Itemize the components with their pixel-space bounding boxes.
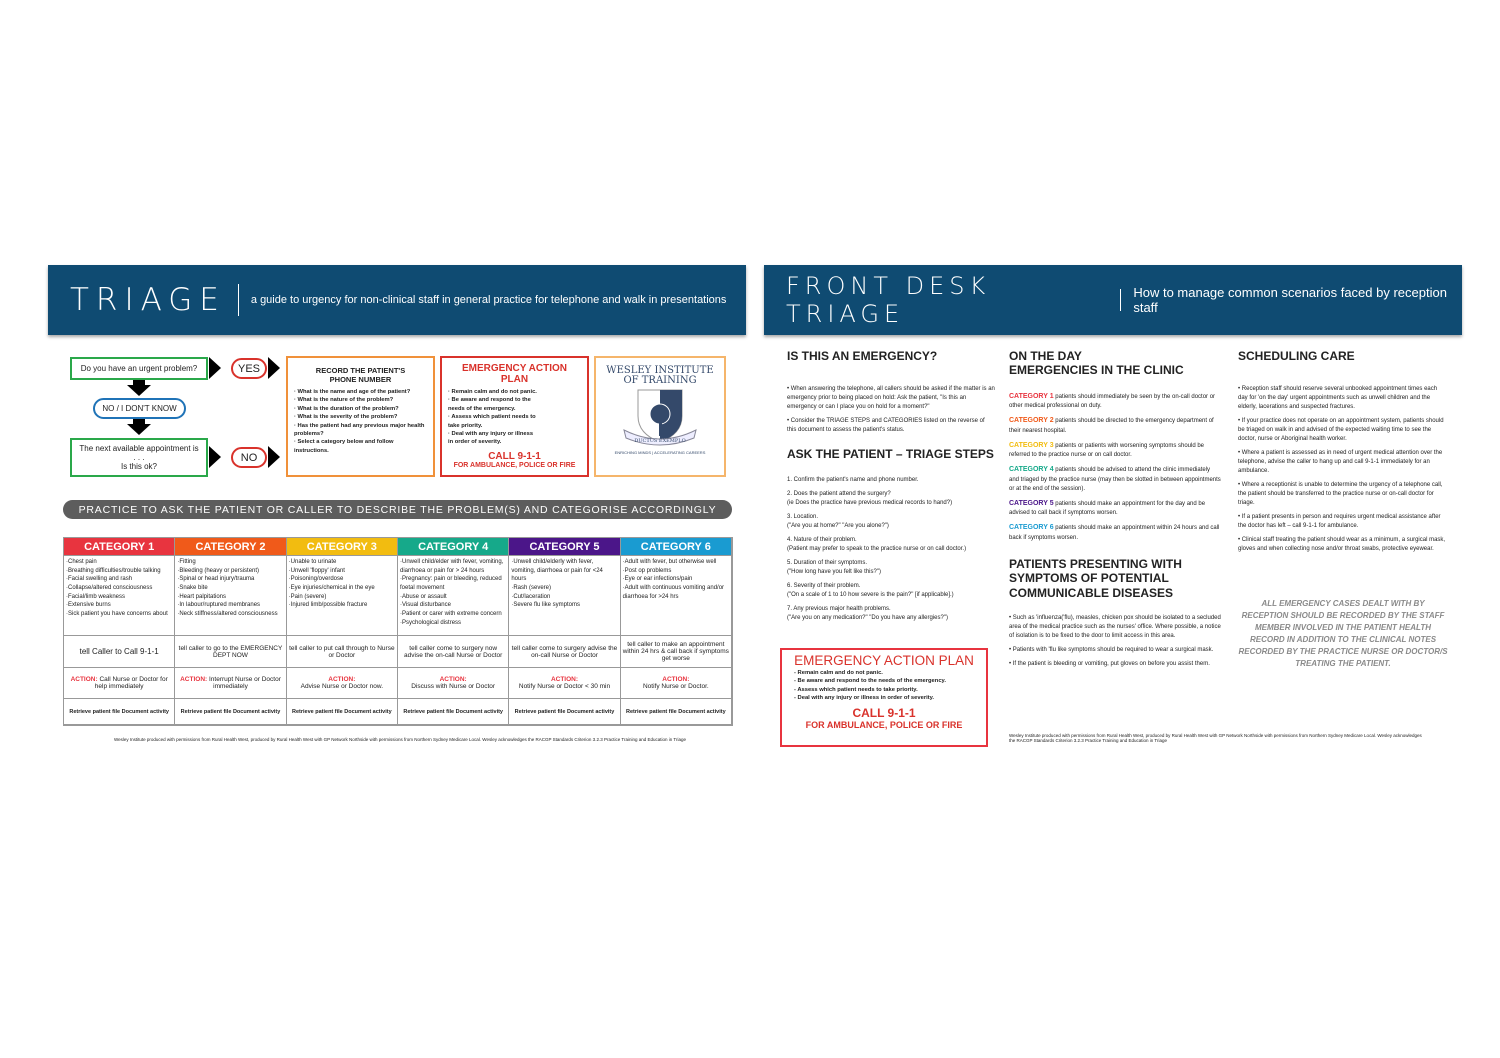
right-footer: Wesley Institute produced with permissions from Rural Health West, produced by Rural Health West with GP Network Northside with permissions from Northern Sydney Medicare Local. Wesley acknowledges the RACGP Standards Criterion 3.2.3 Practice Training and Education in Triage [1009, 733, 1422, 743]
triage-subtitle: a guide to urgency for non-clinical staff in general practice for telephone and walk in presentations [250, 294, 727, 306]
urgent-question-box [70, 357, 208, 380]
header-divider [238, 284, 239, 316]
scheduling-para: • Clinical staff treating the patient should wear as a minimum, a surgical mask, gloves and when collecting nose and/or throat swabs, protective eyewear. [1238, 537, 1446, 553]
record-item: What is the duration of the problem? [297, 405, 399, 412]
retrieve-file-instruction: Retrieve patient file Document activity [175, 699, 286, 725]
action-text: Discuss with Nurse or Doctor [411, 683, 496, 690]
no-dont-know-label: NO / I DON'T KNOW [102, 404, 177, 413]
retrieve-file-instruction: Retrieve patient file Document activity [287, 699, 398, 725]
eap-item: Remain calm and do not panic. [451, 389, 537, 395]
action-cell [621, 668, 732, 699]
symptom-item: ·In labour/ruptured membranes [177, 602, 261, 609]
record-phone-title: RECORD THE PATIENT'S PHONE NUMBER [315, 366, 406, 384]
eap-item: Deal with any injury or illness in order of severity. [797, 695, 935, 702]
triage-step: 1. Confirm the patient's name and phone number. [787, 476, 919, 483]
category-guidance [1009, 499, 1221, 519]
record-phone-box [286, 356, 435, 477]
symptom-text: Adult with fever, but otherwise well [624, 559, 717, 565]
triage-step: 7. Any previous major health problems. ("Are you on any medication?" "Do you have any allergies?") [787, 605, 948, 621]
eap-call: CALL 9-1-1 [852, 705, 916, 720]
record-item: What is the severity of the problem? [297, 414, 398, 421]
category-header: CATEGORY 3 [287, 538, 398, 556]
triage-title: TRIAGE [70, 282, 226, 318]
no-pill [231, 447, 267, 468]
scheduling-para: • If a patient presents in person and requires urgent medical assistance after the doctor has left – call 9-1-1 for ambulance. [1238, 514, 1441, 530]
symptom-item: ·Abuse or assault [400, 593, 447, 600]
eap-item: Assess which patient needs to take priority. [448, 414, 536, 429]
symptom-text: Bleeding (heavy or persistent) [179, 567, 260, 574]
tell-caller-instruction: tell caller to make an appointment within 24 hrs & call back if symptoms get worse [621, 636, 732, 668]
emergency-para: • Consider the TRIAGE STEPS and CATEGORIES listed on the reverse of this document to assess the patient's status. [787, 418, 985, 434]
eap-call: CALL 9-1-1 [488, 450, 541, 462]
symptom-text: Neck stiffness/altered consciousness [179, 611, 278, 618]
symptom-item: ·Extensive burns [66, 602, 111, 609]
symptom-item: ·Collapse/altered consciousness [66, 585, 153, 592]
emergencies-clinic-heading: EMERGENCIES IN THE CLINIC [1009, 363, 1184, 378]
scheduling-para: • Reception staff should reserve several unbooked appointment times each day for 'on the day' urgent appointments such as unwell children and the elderly, lacerations and suspected fractures. [1238, 386, 1438, 411]
scheduling-para: • If your practice does not operate on an appointment system, patients should be triaged on walk in and advised of the expected waiting time to see the doctor, nurse or Aboriginal health worker. [1238, 418, 1444, 443]
action-text: Interrupt Nurse or Doctor immediately [209, 676, 281, 690]
category-symptoms [64, 556, 175, 636]
communicable-para: • Such as 'influenza('flu), measles, chicken pox should be isolated to a secluded area of the medical practice such as the nurses' office. Where possible, a notice of isolation is to be fixed to the door to limit access in this area. [1009, 614, 1221, 639]
action-text: Advise Nurse or Doctor now. [300, 683, 384, 690]
on-the-day-heading: ON THE DAY [1009, 349, 1082, 363]
symptom-item: ·Eye or ear infections/pain [622, 576, 693, 583]
action-text: Notify Nurse or Doctor < 30 min [518, 683, 611, 690]
record-item: What is the nature of the problem? [297, 397, 394, 404]
action-label: ACTION: [328, 676, 356, 683]
category-guidance-text: patients should be directed to the emergency department of their nearest hospital. [1009, 418, 1214, 434]
symptom-text: Unable to urinate [290, 559, 337, 565]
triage-steps-list [787, 476, 995, 623]
next-appointment-box [70, 438, 208, 477]
symptom-text: Snake bite [179, 585, 208, 592]
symptom-item: ·Bleeding (heavy or persistent) [177, 567, 260, 574]
tell-caller-instruction: tell Caller to Call 9-1-1 [64, 636, 175, 668]
symptom-text: Pregnancy: pain or bleeding, reduced foetal movement [400, 576, 502, 592]
category-symptoms [398, 556, 509, 636]
communicable-para: • If the patient is bleeding or vomiting, put gloves on before you assist them. [1009, 660, 1210, 667]
symptom-item: ·Patient or carer with extreme concern [400, 611, 502, 618]
category-guidance [1009, 523, 1221, 543]
symptom-text: Abuse or assault [402, 593, 447, 600]
triage-step: 6. Severity of their problem. ("On a scale of 1 to 10 how severe is the pain?" [if applicable].) [787, 582, 954, 598]
header-divider [1120, 289, 1121, 311]
symptom-text: Sick patient you have concerns about [68, 611, 168, 618]
symptom-item: ·Neck stiffness/altered consciousness [177, 611, 278, 618]
symptom-item: ·Heart palpitations [177, 593, 227, 600]
symptom-item: ·Facial swelling and rash [66, 576, 133, 583]
category-guidance-text: patients should immediately be seen by the on-call doctor or other medical professional on duty. [1009, 393, 1216, 410]
triage-step: 3. Location. ("Are you at home?" "Are you alone?") [787, 513, 889, 529]
is-emergency-heading: IS THIS AN EMERGENCY? [787, 349, 938, 363]
symptom-item: ·Spinal or head injury/trauma [177, 576, 255, 583]
triage-steps-heading: ASK THE PATIENT – TRIAGE STEPS [787, 447, 994, 462]
symptom-text: In labour/ruptured membranes [179, 602, 261, 609]
action-label: ACTION: [180, 676, 208, 683]
no-dont-know-pill [93, 398, 186, 419]
tell-caller-instruction: tell caller to put call through to Nurse or Doctor [287, 636, 398, 668]
symptom-text: Cut/laceration [513, 593, 551, 600]
arrow-right-icon [209, 357, 221, 379]
symptom-text: Facial swelling and rash [68, 576, 133, 583]
symptom-item: ·Eye injuries/chemical in the eye [288, 585, 375, 592]
symptom-text: Fitting [179, 559, 196, 565]
record-item: Select a category below and follow instructions. [294, 439, 394, 454]
arrow-right-icon [268, 357, 280, 379]
scheduling-heading: SCHEDULING CARE [1238, 349, 1355, 363]
emergency-action-plan-box [440, 356, 589, 477]
category-label: CATEGORY 6 [1009, 524, 1054, 532]
wesley-logo [594, 356, 726, 477]
category-guidance [1009, 416, 1221, 436]
scheduling-para: • Where a patient is assessed as in need of urgent medical attention over the telephone, advise the caller to hang up and call 9-1-1 immediately for an ambulance. [1238, 450, 1443, 475]
symptom-text: Rash (severe) [513, 585, 552, 592]
triage-step: 4. Nature of their problem. (Patient may prefer to speak to the practice nurse or on call doctor.) [787, 536, 967, 552]
category-guidance [1009, 441, 1221, 461]
triage-step: 2. Does the patient attend the surgery? (ie Does the practice have previous medical records to hand?) [787, 490, 953, 506]
category-symptoms [175, 556, 286, 636]
symptom-text: Adult with continuous vomiting and/or diarrhoea for >24 hrs [622, 585, 725, 600]
symptom-text: Facial/limb weakness [68, 593, 126, 600]
category-header: CATEGORY 4 [398, 538, 509, 556]
eap-title: EMERGENCY ACTION PLAN [461, 363, 567, 385]
action-cell [287, 668, 398, 699]
action-label: ACTION: [662, 676, 690, 683]
symptom-text: Unwell 'floppy' infant [290, 567, 345, 574]
category-header: CATEGORY 6 [621, 538, 732, 556]
eap-item: Be aware and respond to the needs of the emergency. [797, 678, 946, 685]
action-cell [509, 668, 620, 699]
category-label: CATEGORY 3 [1009, 441, 1054, 449]
front-desk-header [764, 265, 1462, 335]
communicable-para: • Patients with 'flu like symptoms should be required to wear a surgical mask. [1009, 646, 1214, 653]
symptom-list [511, 558, 617, 610]
symptom-text: Severe flu like symptoms [513, 602, 581, 609]
category-header: CATEGORY 1 [64, 538, 175, 556]
symptom-item: ·Snake bite [177, 585, 208, 592]
action-label: ACTION: [439, 676, 467, 683]
symptom-text: Pain (severe) [290, 593, 327, 600]
symptom-item: ·Visual disturbance [400, 602, 451, 609]
symptom-list [623, 558, 729, 601]
on-the-day-column [1009, 349, 1221, 674]
triage-header [48, 265, 746, 335]
arrow-down-icon [127, 424, 151, 435]
symptom-list [177, 558, 277, 619]
symptom-text: Patient or carer with extreme concern [402, 611, 502, 618]
category-label: CATEGORY 5 [1009, 499, 1054, 507]
triage-step: 5. Duration of their symptoms. ("How long have you felt like this?") [787, 559, 881, 575]
retrieve-file-instruction: Retrieve patient file Document activity [621, 699, 732, 725]
eap-item: Remain calm and do not panic. [797, 670, 883, 676]
symptom-item: ·Severe flu like symptoms [511, 602, 581, 609]
category-guidance-text: patients should make an appointment within 24 hours and call back if symptoms worsen. [1009, 525, 1220, 541]
logo-tagline: ENRICHING MINDS | ACCELERATING CAREERS [614, 450, 706, 455]
category-label: CATEGORY 1 [1009, 392, 1054, 400]
category-label: CATEGORY 4 [1009, 466, 1054, 474]
action-cell [398, 668, 509, 699]
tell-caller-instruction: tell caller come to surgery now advise the on-call Nurse or Doctor [398, 636, 509, 668]
next-appointment-ellipsis: . . . [133, 453, 145, 462]
category-guidance-text: patients should be advised to attend the clinic immediately and triaged by the practice nurse (may then be slotted in between appointments or at the end of the session). [1009, 467, 1221, 492]
category-guidance [1009, 465, 1221, 494]
symptom-item: ·Sick patient you have concerns about [66, 611, 168, 618]
eap-item: Be aware and respond to the needs of the emergency. [448, 397, 531, 412]
urgent-question: Do you have an urgent problem? [80, 364, 198, 373]
communicable-heading: PATIENTS PRESENTING WITH SYMPTOMS OF POTENTIAL COMMUNICABLE DISEASES [1009, 556, 1182, 600]
symptom-text: Spinal or head injury/trauma [179, 576, 255, 583]
eap-item: Deal with any injury or illness in order of severity. [448, 430, 534, 446]
symptom-item: ·Poisoning/overdose [288, 576, 344, 583]
symptom-text: Psychological distress [402, 619, 462, 626]
category-guidance-list [1009, 392, 1221, 543]
emergency-column [787, 349, 995, 628]
action-label: ACTION: [70, 676, 98, 683]
category-guidance [1009, 392, 1221, 412]
logo-name-line2: OF TRAINING [623, 375, 697, 386]
symptom-text: Extensive burns [68, 602, 111, 609]
symptom-item: ·Post op problems [622, 567, 672, 574]
symptom-text: Breathing difficulties/trouble talking [68, 567, 161, 574]
eap-for: FOR AMBULANCE, POLICE OR FIRE [453, 461, 576, 469]
symptom-item: ·Unwell child/elder with fever, vomiting, diarrhoea or pain for > 24 hours [400, 559, 504, 574]
action-text: Notify Nurse or Doctor. [642, 683, 709, 690]
yes-label: YES [237, 362, 260, 375]
symptom-text: Eye injuries/chemical in the eye [290, 585, 375, 592]
front-desk-subtitle: How to manage common scenarios faced by reception staff [1133, 285, 1447, 315]
describe-problem-banner: PRACTICE TO ASK THE PATIENT OR CALLER TO DESCRIBE THE PROBLEM(S) AND CATEGORISE ACCORDINGLY [63, 500, 732, 519]
logo-motto: DUCTUS EXEMPLO [634, 438, 686, 444]
category-table [63, 537, 733, 726]
eap-item: Assess which patient needs to take priority. [797, 686, 918, 693]
category-symptoms [509, 556, 620, 636]
symptom-item: ·Unwell 'floppy' infant [288, 567, 345, 574]
category-guidance-text: patients should make an appointment for the day and be advised to call back if symptoms worsen. [1009, 500, 1206, 517]
symptom-text: Heart palpitations [179, 593, 227, 600]
scheduling-para: • Where a receptionist is unable to determine the urgency of a telephone call, the patient should be transferred to the practice nurse or on-call doctor for triage. [1238, 482, 1443, 507]
symptom-item: ·Injured limb/possible fracture [288, 602, 368, 609]
symptom-item: ·Adult with continuous vomiting and/or diarrhoea for >24 hrs [622, 585, 725, 600]
symptom-text: Visual disturbance [402, 602, 451, 609]
symptom-list [289, 558, 375, 610]
logo-name-line1: WESLEY INSTITUTE [606, 365, 714, 376]
retrieve-file-instruction: Retrieve patient file Document activity [509, 699, 620, 725]
symptom-item: ·Chest pain [66, 559, 97, 565]
emergency-action-plan-box-right [780, 648, 988, 747]
symptom-text: Unwell child/elderly with fever, vomiting, diarrhoea or pain for <24 hours [511, 559, 603, 583]
symptom-item: ·Rash (severe) [511, 585, 552, 592]
arrow-down-icon [127, 385, 151, 396]
symptom-text: Eye or ear infections/pain [624, 576, 693, 583]
front-desk-title: FRONT DESK TRIAGE [786, 272, 991, 328]
record-item: Has the patient had any previous major health problems? [294, 422, 425, 437]
retrieve-file-instruction: Retrieve patient file Document activity [64, 699, 175, 725]
symptom-list [400, 558, 506, 628]
symptom-text: Chest pain [68, 559, 97, 565]
scheduling-column [1238, 349, 1448, 670]
category-label: CATEGORY 2 [1009, 417, 1054, 425]
no-label: NO [240, 451, 258, 464]
left-footer: Wesley Institute produced with permissions from Rural Health West, produced by Rural Health West with GP Network Northside with permissions from Northern Sydney Medicare Local. Wesley acknowledges the RACGP Standards Criterion 3.2.3 Practice Training and Education in Triage [113, 737, 686, 742]
symptom-item: ·Pain (severe) [288, 593, 327, 600]
record-item: What is the name and age of the patient? [297, 389, 411, 395]
action-cell [175, 668, 286, 699]
next-appointment-text: The next available appointment is [79, 444, 199, 453]
action-text: Call Nurse or Doctor for help immediately [94, 676, 168, 690]
category-symptoms [287, 556, 398, 636]
eap-for: FOR AMBULANCE, POLICE OR FIRE [805, 719, 963, 730]
eap-list: - Remain calm and do not panic. - Be aware and respond to the needs of the emergency. - Assess which patient needs to take priority. - Deal with any injury or illness in order of severity. [794, 670, 946, 702]
action-cell [64, 668, 175, 699]
category-symptoms [621, 556, 732, 636]
symptom-item: ·Psychological distress [400, 619, 462, 626]
symptom-item: ·Unable to urinate [288, 559, 337, 565]
arrow-right-icon [268, 446, 280, 468]
symptom-item: ·Pregnancy: pain or bleeding, reduced foetal movement [400, 576, 502, 592]
symptom-list [66, 558, 168, 619]
yes-pill [231, 358, 267, 379]
tell-caller-instruction: tell caller come to surgery advise the on-call Nurse or Doctor [509, 636, 620, 668]
category-header: CATEGORY 2 [175, 538, 286, 556]
eap-title: EMERGENCY ACTION PLAN [794, 653, 974, 668]
symptom-item: ·Cut/laceration [511, 593, 551, 600]
symptom-text: Poisoning/overdose [290, 576, 344, 583]
category-header: CATEGORY 5 [509, 538, 620, 556]
symptom-item: ·Breathing difficulties/trouble talking [66, 567, 161, 574]
symptom-item: ·Fitting [177, 559, 196, 565]
emergency-para: • When answering the telephone, all callers should be asked if the matter is an emergency prior to being placed on hold: Ask the patient, "Is this an emergency or can I place you on hold for a moment?" [787, 386, 995, 411]
symptom-text: Unwell child/elder with fever, vomiting, diarrhoea or pain for > 24 hours [400, 559, 504, 574]
is-this-ok-text: Is this ok? [120, 462, 157, 471]
tell-caller-instruction: tell caller to go to the EMERGENCY DEPT NOW [175, 636, 286, 668]
category-guidance-text: patients or patients with worsening symptoms should be referred to the practice nurse or on call doctor. [1009, 442, 1205, 459]
symptom-item: ·Unwell child/elderly with fever, vomiting, diarrhoea or pain for <24 hours [511, 559, 603, 583]
record-phone-list: · What is the name and age of the patient? · What is the nature of the problem? · What is the duration of the problem? · What is the severity of the problem? · Has the patient had any previous major health problems? · Select a category below and follow instructions. [294, 389, 425, 454]
symptom-text: Post op problems [624, 567, 672, 574]
record-cases-note: ALL EMERGENCY CASES DEALT WITH BY RECEPTION SHOULD BE RECORDED BY THE STAFF MEMBER INVOLVED IN THE PATIENT HEALTH RECORD IN ADDITION TO THE CLINICAL NOTES RECORDED BY THE PRACTICE NURSE OR DOCTOR/S TREATING THE PATIENT. [1238, 599, 1448, 669]
symptom-item: ·Facial/limb weakness [66, 593, 126, 600]
retrieve-file-instruction: Retrieve patient file Document activity [398, 699, 509, 725]
symptom-text: Injured limb/possible fracture [290, 602, 368, 609]
eap-list: · Remain calm and do not panic. · Be aware and respond to the needs of the emergency. · Assess which patient needs to take priority. · Deal with any injury or illness in order of severity. [448, 389, 537, 446]
symptom-item: ·Adult with fever, but otherwise well [622, 559, 717, 565]
arrow-right-icon [209, 446, 221, 468]
symptom-text: Collapse/altered consciousness [68, 585, 153, 592]
action-label: ACTION: [550, 676, 579, 683]
